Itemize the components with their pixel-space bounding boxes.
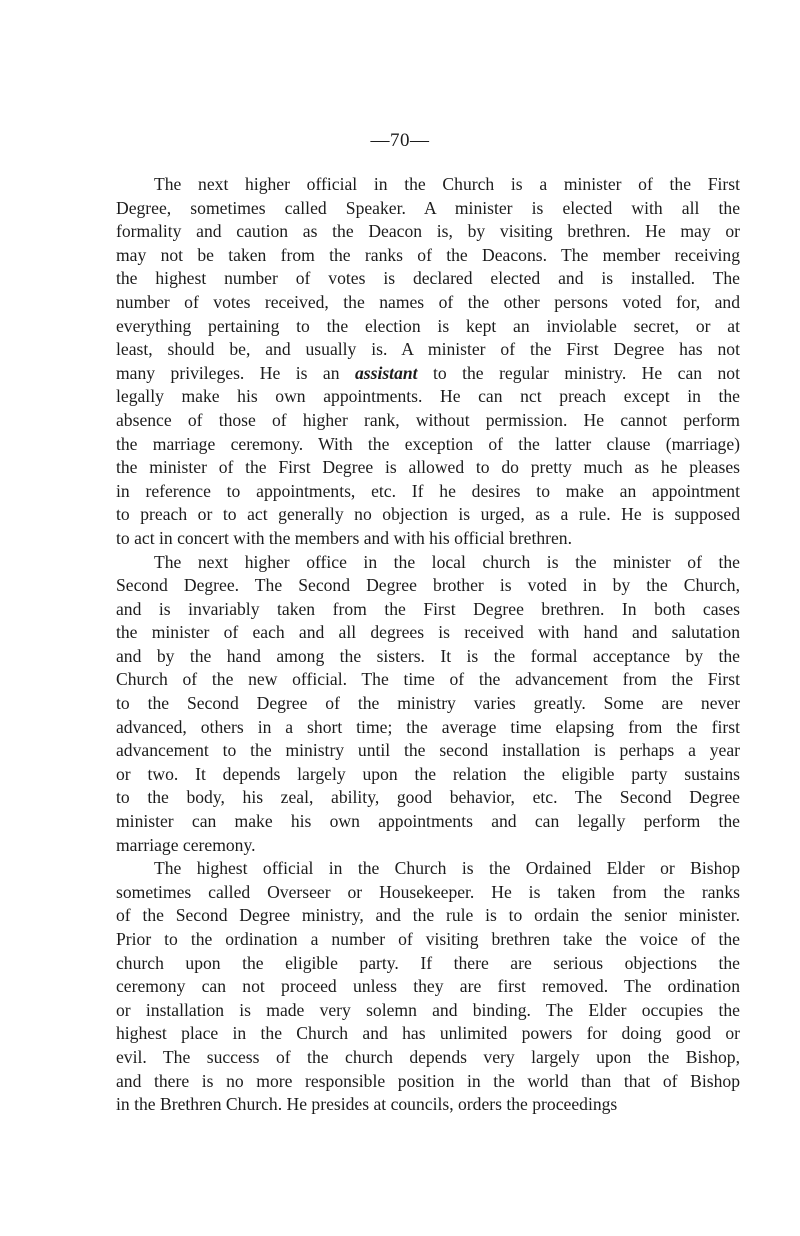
text-line: The next higher office in the local church is the minister of the [154,551,740,572]
text-line: Second Degree. The Second Degree brother is voted in by the Church, [116,575,740,596]
text-line: Prior to the ordination a number of visiting brethren take the voice of the [116,929,740,949]
text-line: may not be taken from the ranks of the Deacons. The member receiving [116,244,740,265]
text-line: to the body, his zeal, ability, good behavior, etc. The Second Degree [116,787,740,808]
text-line: least, should be, and usually is. A minister of the First Degree has not [116,339,740,360]
text-line: formality and caution as the Deacon is, by visiting brethren. He may or [116,221,740,242]
text-line: the marriage ceremony. With the exception of the latter clause (marriage) [116,433,740,454]
text-line: number of votes received, the names of the other persons voted for, and [116,291,740,312]
text-line: to preach or to act generally no objection is urged, as a rule. He is supposed [116,504,740,525]
text-line: to act in concert with the members and with his official brethren. [116,527,572,548]
text-line: in reference to appointments, etc. If he desires to make an appointment [116,480,740,501]
body-text [116,173,740,1117]
text-line: sometimes called Overseer or Housekeeper. He is taken from the ranks [116,881,740,902]
text-line: to the Second Degree of the ministry varies greatly. Some are never [116,693,740,714]
text-line: Church of the new official. The time of the advancement from the First [116,669,740,690]
text-line: and is invariably taken from the First Degree brethren. In both cases [116,598,740,619]
emphasized-word: assistant [354,362,418,383]
text-line: advancement to the ministry until the second installation is perhaps a year [116,740,740,761]
text-line: ceremony can not proceed unless they are first removed. The ordination [116,976,740,997]
text-line: marriage ceremony. [116,834,256,855]
text-line: the minister of each and all degrees is received with hand and salutation [116,622,740,643]
paragraph [116,857,740,1117]
text-line: church upon the eligible party. If there are serious objections the [116,952,740,973]
text-line: The next higher official in the Church is a minister of the First [154,174,740,194]
text-line: or installation is made very solemn and binding. The Elder occupies the [116,999,740,1020]
text-line: and by the hand among the sisters. It is the formal acceptance by the [116,645,740,666]
text-line: legally make his own appointments. He can nct preach except in the [116,386,740,407]
text-line: of the Second Degree ministry, and the rule is to ordain the senior minister. [116,905,740,926]
text-line: the minister of the First Degree is allowed to do pretty much as he pleases [116,457,740,478]
paragraph [116,173,740,551]
text-line: Degree, sometimes called Speaker. A minister is elected with all the [116,197,740,218]
text-line: the highest number of votes is declared elected and is installed. The [116,268,740,289]
text-line: in the Brethren Church. He presides at councils, orders the proceedings [116,1094,618,1115]
text-line: The highest official in the Church is the Ordained Elder or Bishop [154,858,740,879]
text-line: or two. It depends largely upon the relation the eligible party sustains [116,763,740,784]
text-line: everything pertaining to the election is kept an inviolable secret, or at [116,315,740,336]
page-number: —70— [370,130,430,151]
text-line: minister can make his own appointments and can legally perform the [116,811,740,832]
paragraph [116,551,740,858]
text-line: absence of those of higher rank, without permission. He cannot perform [116,409,740,430]
text-line: highest place in the Church and has unlimited powers for doing good or [116,1023,740,1044]
text-line: and there is no more responsible position in the world than that of Bishop [116,1070,740,1091]
text-line: evil. The success of the church depends very largely upon the Bishop, [116,1046,740,1067]
text-line: many privileges. He is an assistant to the regular ministry. He can not [116,362,740,383]
text-line: advanced, others in a short time; the average time elapsing from the first [116,716,740,737]
